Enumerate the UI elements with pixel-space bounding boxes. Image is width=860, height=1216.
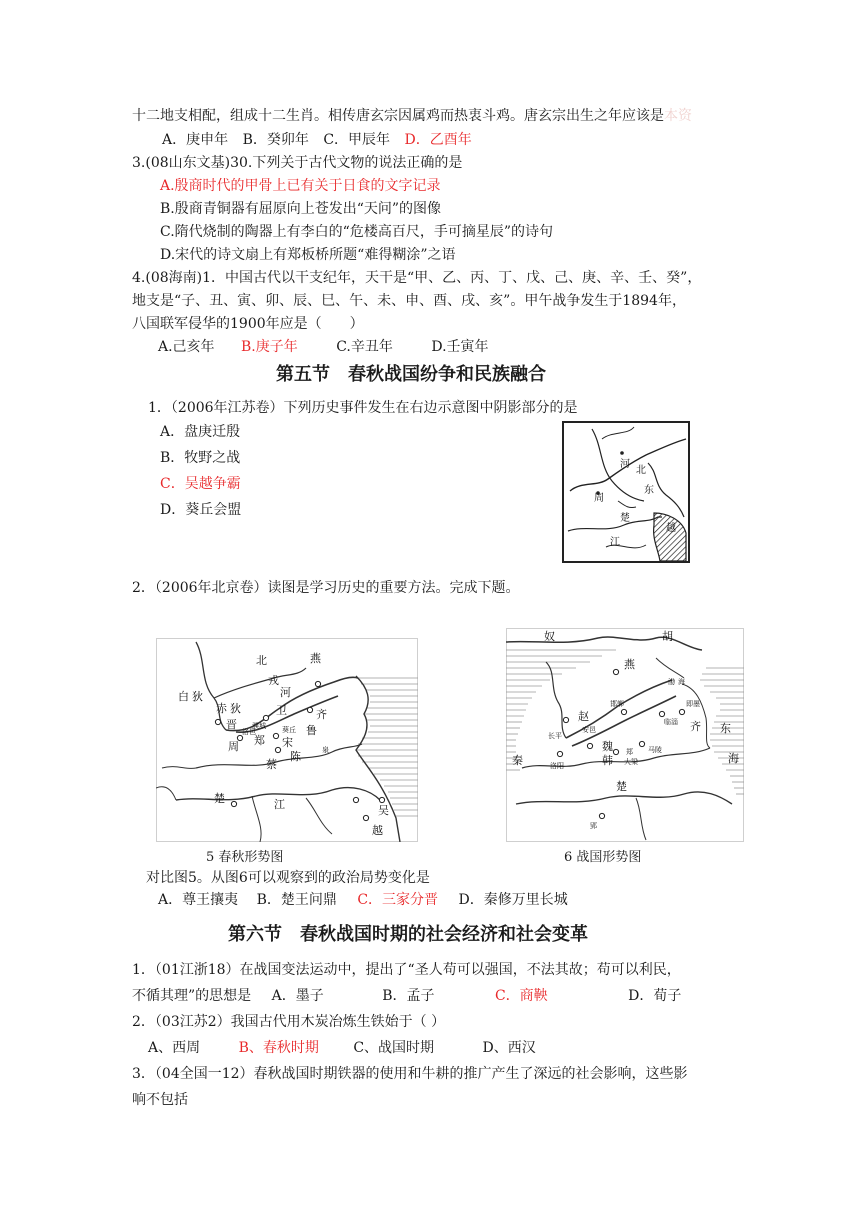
q4-option-c: C.辛丑年 [336, 339, 393, 355]
map1-label: 蔡 [266, 758, 277, 771]
section6-title: 第六节 春秋战国时期的社会经济和社会变革 [228, 924, 588, 945]
map2-label: 奴 [544, 630, 555, 643]
q3-option-a-answer: A.殷商时代的甲骨上已有关于日食的文字记录 [160, 178, 441, 194]
q3-option-b: B.殷商青铜器有屈原向上苍发出“天问”的图像 [160, 201, 442, 217]
small-map-label: 河 [620, 459, 630, 470]
small-map-label: 楚 [620, 513, 630, 524]
q4-line3: 八国联军侵华的1900年应是（ ） [132, 316, 364, 332]
map2-label: 赵 [578, 710, 589, 723]
s6-q1-option-a: A．墨子 [271, 988, 324, 1004]
s6-q2-stem: 2．（03江苏2）我国古代用木炭冶炼生铁始于（ ） [132, 1014, 446, 1030]
map2-label: 魏 [602, 740, 613, 753]
map2-small-label: 洛阳 [550, 762, 564, 770]
s6-q2-option-a: A、西周 [148, 1040, 201, 1056]
map1-label: 吴 [378, 804, 389, 817]
s5-q1-option-b: B．牧野之战 [160, 450, 241, 466]
map1-label: 陈 [290, 750, 301, 763]
q4-option-d: D.壬寅年 [431, 339, 489, 355]
map2-small-label: 邯郸 [610, 700, 624, 708]
s6-q3-line1: 3．（04全国一12）春秋战国时期铁器的使用和牛耕的推广产生了深远的社会影响，这些影 [132, 1066, 688, 1082]
map2-small-label: 海 [678, 678, 685, 686]
s6-q1-option-b: B．孟子 [382, 988, 435, 1004]
map1-label: 郑 [254, 734, 265, 747]
option-d-answer: D．乙酉年 [404, 132, 472, 148]
q3-option-d: D.宋代的诗文扇上有郑板桥所题“难得糊涂”之语 [160, 247, 456, 263]
map1-label: 狄 [230, 702, 241, 715]
q3-option-c: C.隋代烧制的陶器上有李白的“危楼高百尺，手可摘星辰”的诗句 [160, 224, 553, 240]
map1-label: 狄 [192, 690, 203, 703]
warring-states-map [506, 628, 744, 842]
s6-q1-line2 [132, 986, 681, 1006]
map2-small-label: 安邑 [582, 726, 596, 734]
small-map-label: 江 [610, 537, 620, 548]
option-c: C．甲辰年 [323, 132, 391, 148]
q4-option-a: A.己亥年 [158, 339, 215, 355]
s6-q2-options [148, 1038, 536, 1058]
map1-label: 宋 [282, 736, 293, 749]
q4-options [158, 337, 489, 357]
s6-q1-line2-text: 不循其理”的思想是 [132, 988, 252, 1004]
s5-q2-stem: 2．（2006年北京卷）读图是学习历史的重要方法。完成下题。 [132, 580, 520, 596]
map1-label: 卫 [276, 704, 287, 717]
map1-label: 周 [228, 740, 239, 753]
map2-small-label: 即墨 [686, 700, 700, 708]
spring-autumn-map [156, 638, 418, 842]
map2-small-label: 马陵 [648, 746, 662, 754]
q4-line2: 地支是“子、丑、寅、卯、辰、巳、午、未、申、酉、戌、亥”。甲午战争发生于1894年， [132, 293, 686, 309]
map2-label: 海 [728, 752, 739, 765]
q4-option-b-answer: B.庚子年 [241, 339, 298, 355]
map1-label: 戎 [268, 674, 279, 687]
map2-label: 东 [720, 722, 731, 735]
small-map-label: 北 [636, 465, 646, 476]
map2-small-label: 临淄 [664, 718, 678, 726]
map1-label: 楚 [214, 792, 225, 805]
map1-caption: 5 春秋形势图 [206, 850, 284, 865]
map2-label: 秦 [512, 754, 523, 767]
s5-q1-stem: 1．（2006年江苏卷）下列历史事件发生在右边示意图中阴影部分的是 [148, 400, 578, 416]
map2-label: 燕 [624, 658, 635, 671]
s6-q2-option-b-answer: B、春秋时期 [238, 1040, 319, 1056]
map1-label: 北 [256, 654, 267, 667]
s5-q2-option-b: B．楚王问鼎 [256, 892, 337, 908]
intro-options [162, 130, 472, 150]
map1-label: 晋 [226, 718, 237, 731]
s6-q2-option-d: D、西汉 [482, 1040, 536, 1056]
intro-faint-text: 本资 [664, 108, 692, 124]
option-a: A．庚申年 [162, 132, 229, 148]
map1-small-label: 泉 [322, 746, 329, 754]
map2-small-label: 郢 [590, 822, 597, 830]
map2-small-label: 渤 [668, 678, 675, 686]
s5-q2-option-d: D．秦修万里长城 [458, 892, 568, 908]
s5-q1-option-c-answer: C．吴越争霸 [160, 476, 241, 492]
map1-label: 白 [178, 690, 189, 703]
section5-title: 第五节 春秋战国纷争和民族融合 [276, 364, 546, 385]
s6-q1-option-d: D．荀子 [628, 988, 682, 1004]
map1-small-label: 葵丘 [282, 726, 296, 734]
small-map-label: 东 [644, 485, 654, 496]
map2-label: 齐 [690, 720, 701, 733]
s6-q1-line1: 1．（01江浙18）在战国变法运动中，提出了“圣人苟可以强国，不法其故；苟可以利民， [132, 962, 681, 978]
intro-line [132, 106, 692, 126]
q4-line1: 4.(08海南)1．中国古代以干支纪年，天干是“甲、乙、丙、丁、戊、己、庚、辛、壬、癸”， [132, 270, 702, 286]
s6-q1-option-c-answer: C．商鞅 [494, 988, 548, 1004]
map1-small-label: 洛邑 [242, 728, 256, 736]
q3-stem: 3.(08山东文基)30.下列关于古代文物的说法正确的是 [132, 155, 463, 171]
map1-label: 越 [372, 824, 383, 837]
small-map-label: 周 [594, 493, 604, 504]
map1-label: 燕 [310, 652, 321, 665]
option-b: B．癸卯年 [242, 132, 309, 148]
map1-label: 赤 [216, 702, 227, 715]
map2-small-label: 长平 [548, 732, 562, 740]
s6-q3-line2: 响不包括 [132, 1092, 188, 1108]
map1-label: 鲁 [306, 724, 317, 737]
s5-q1-option-d: D．葵丘会盟 [160, 502, 242, 518]
map2-caption: 6 战国形势图 [564, 850, 642, 865]
s5-q2-options [158, 890, 568, 910]
map1-label: 河 [280, 686, 291, 699]
s5-q2-question: 对比图5。从图6可以观察到的政治局势变化是 [146, 870, 430, 886]
small-map [562, 421, 690, 563]
map1-label: 齐 [316, 708, 327, 721]
map2-small-label: 大梁 [624, 758, 638, 766]
map2-small-label: 郑 [626, 748, 633, 756]
map2-label: 楚 [616, 780, 627, 793]
small-map-label: 越 [666, 523, 676, 534]
s5-q1-option-a: A．盘庚迁殷 [160, 424, 241, 440]
s5-q2-option-a: A．尊王攘夷 [158, 892, 239, 908]
intro-text: 十二地支相配，组成十二生肖。相传唐玄宗因属鸡而热衷斗鸡。唐玄宗出生之年应该是 [132, 108, 664, 124]
map1-label: 江 [274, 798, 285, 811]
s5-q2-option-c-answer: C．三家分晋 [357, 892, 439, 908]
map1-small-label: 濮城 [252, 722, 266, 730]
map2-label: 胡 [662, 630, 673, 643]
s6-q2-option-c: C、战国时期 [353, 1040, 435, 1056]
map2-label: 韩 [602, 754, 613, 767]
